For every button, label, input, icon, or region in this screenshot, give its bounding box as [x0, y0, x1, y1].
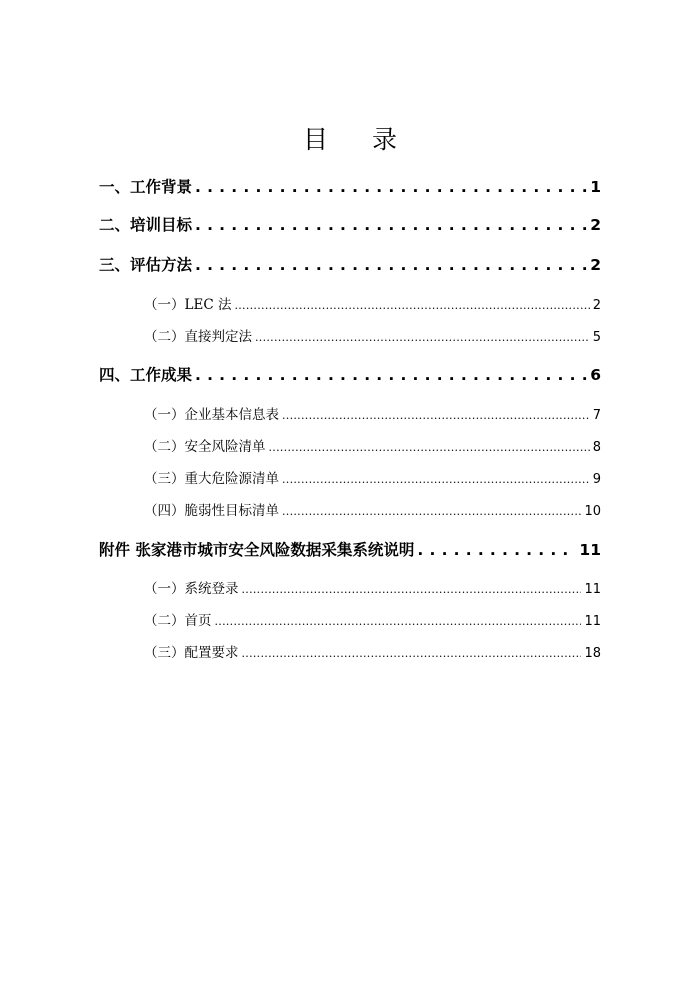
toc-entry-label: （三）配置要求 [144, 645, 239, 661]
toc-leader [417, 541, 576, 559]
toc-title-char: 录 [372, 125, 398, 154]
toc-leader [242, 645, 582, 661]
toc-entry-label: （三）重大危险源清单 [144, 471, 279, 487]
toc-leader [195, 366, 587, 384]
toc-subentry[interactable] [144, 467, 601, 487]
toc-entry-label: 附件 张家港市城市安全风险数据采集系统说明 [99, 541, 415, 559]
toc-entry-label: （一）系统登录 [144, 581, 239, 597]
toc-entry[interactable] [99, 538, 601, 562]
toc-leader [195, 216, 587, 234]
toc-page-number: 10 [584, 504, 601, 519]
toc-leader [242, 581, 582, 597]
toc-entry-label: 一、工作背景 [99, 178, 193, 196]
toc-leader [282, 407, 590, 423]
toc-leader [195, 256, 587, 274]
toc-entry-label: （二）直接判定法 [144, 329, 252, 345]
toc-leader [282, 471, 590, 487]
toc-page-number: 9 [592, 472, 601, 487]
toc-entry[interactable] [99, 175, 601, 199]
toc-leader [234, 297, 589, 313]
toc-subentry[interactable] [144, 609, 601, 629]
toc-subentry[interactable] [144, 403, 601, 423]
toc-page-number: 2 [590, 216, 601, 234]
toc-entry-label: 三、评估方法 [99, 256, 193, 274]
toc-entry-label: （二）安全风险清单 [144, 439, 266, 455]
toc-entry-label: 四、工作成果 [99, 366, 193, 384]
toc-subentry[interactable] [144, 641, 601, 661]
toc-page-number: 11 [584, 614, 601, 629]
toc-page-number: 5 [592, 330, 601, 345]
toc-entry[interactable] [99, 363, 601, 387]
toc-page-number: 2 [592, 298, 601, 313]
toc-subentry[interactable] [144, 435, 601, 455]
toc-leader [269, 439, 590, 455]
toc-entry-label: （一）LEC 法 [144, 297, 232, 313]
toc-page-number: 8 [592, 440, 601, 455]
toc-entry-label: （一）企业基本信息表 [144, 407, 279, 423]
toc-page-number: 18 [584, 646, 601, 661]
toc-entry-label: （二）首页 [144, 613, 212, 629]
toc-entry[interactable] [99, 253, 601, 277]
toc-page-number: 7 [592, 408, 601, 423]
toc-subentry[interactable] [144, 577, 601, 597]
toc-leader [282, 503, 581, 519]
toc-entry-label: （四）脆弱性目标清单 [144, 503, 279, 519]
toc-page-number: 11 [579, 541, 601, 559]
toc-subentry[interactable] [144, 325, 601, 345]
toc-subentry[interactable] [144, 293, 601, 313]
toc-title [0, 120, 700, 156]
toc-page-number: 2 [590, 256, 601, 274]
toc-page-number: 6 [590, 366, 601, 384]
toc-leader [215, 613, 582, 629]
toc-page-number: 1 [590, 178, 601, 196]
toc-subentry[interactable] [144, 499, 601, 519]
toc-page-number: 11 [584, 582, 601, 597]
toc-leader [255, 329, 590, 345]
toc-entry[interactable] [99, 213, 601, 237]
toc-title-char: 目 [302, 125, 328, 154]
toc-leader [195, 178, 587, 196]
toc-entry-label: 二、培训目标 [99, 216, 193, 234]
